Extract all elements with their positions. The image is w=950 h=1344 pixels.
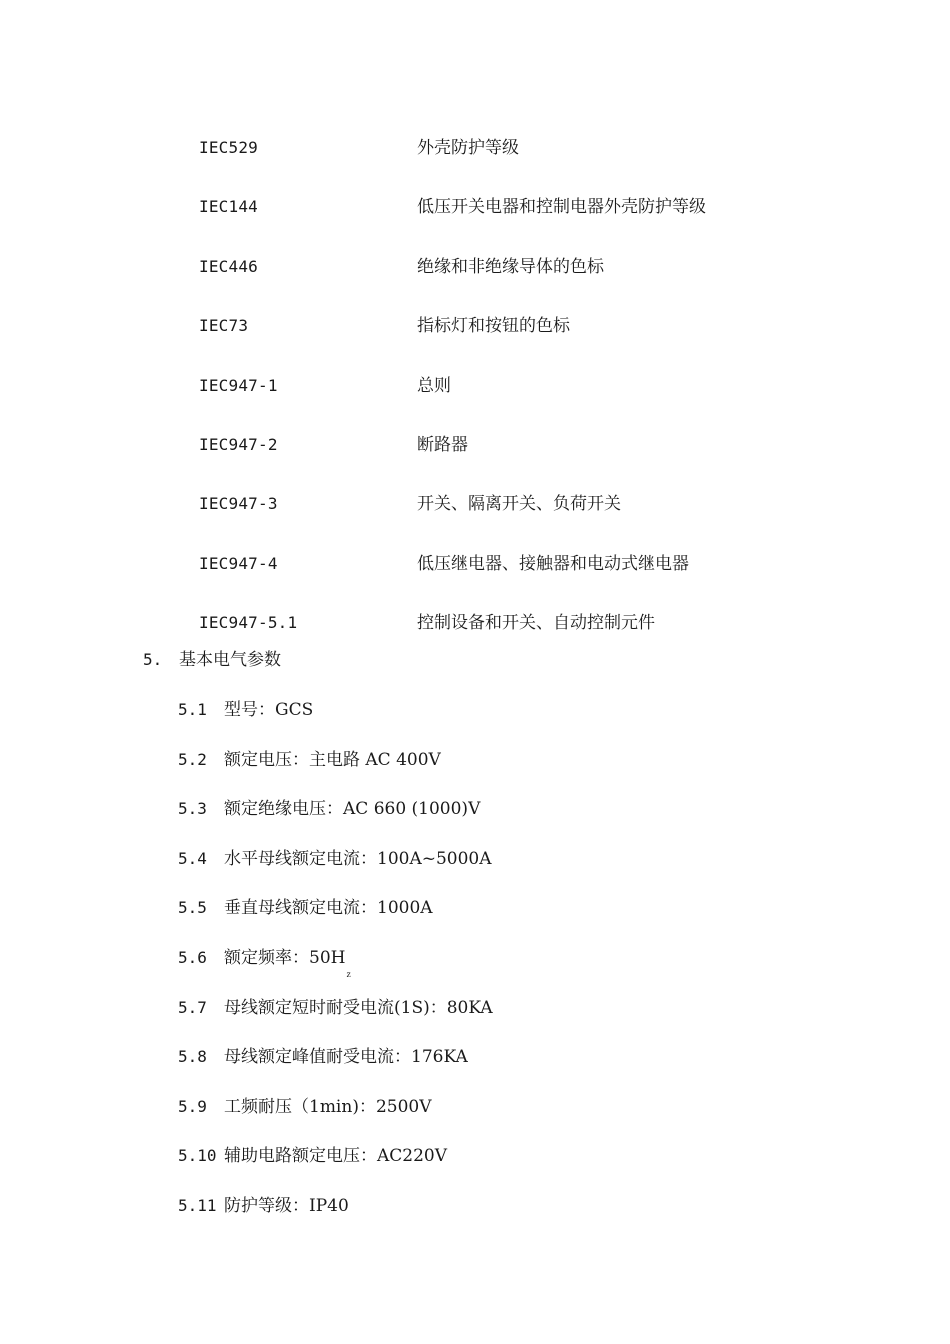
standard-description: 低压继电器、接触器和电动式继电器 — [417, 553, 689, 574]
standard-code: IEC446 — [199, 256, 258, 276]
parameter-row — [0, 1190, 950, 1240]
standard-row — [0, 366, 950, 425]
parameter-number: 5.10 — [178, 1146, 217, 1166]
parameter-text: 母线额定峰值耐受电流：176KA — [224, 1047, 468, 1068]
standard-description: 指标灯和按钮的色标 — [417, 316, 570, 337]
standard-code: IEC947-5.1 — [199, 613, 298, 633]
parameter-text: 辅助电路额定电压：AC220V — [224, 1146, 448, 1167]
standard-description: 总则 — [417, 375, 451, 396]
standard-code: IEC947-2 — [199, 434, 278, 454]
parameter-row — [0, 694, 950, 744]
parameter-row — [0, 793, 950, 843]
parameter-number: 5.6 — [178, 947, 207, 967]
parameter-row — [0, 744, 950, 794]
parameter-text-wrap — [224, 942, 351, 991]
parameter-text: 型号：GCS — [224, 700, 314, 720]
parameter-row — [0, 843, 950, 893]
parameter-row — [0, 942, 950, 992]
parameter-number: 5.2 — [178, 749, 207, 769]
parameter-subscript: z — [346, 969, 351, 979]
standard-row — [0, 306, 950, 365]
parameter-text: 母线额定短时耐受电流(1S)：80KA — [224, 997, 493, 1018]
parameter-row — [0, 1041, 950, 1091]
standard-description: 外壳防护等级 — [417, 138, 519, 158]
standard-code: IEC73 — [199, 316, 249, 336]
parameter-number: 5.4 — [178, 848, 207, 868]
parameter-row — [0, 992, 950, 1042]
standard-description: 控制设备和开关、自动控制元件 — [417, 613, 655, 634]
parameter-number: 5.7 — [178, 997, 207, 1017]
parameter-text: 水平母线额定电流：100A~5000A — [224, 848, 492, 869]
parameter-number: 5.1 — [178, 700, 207, 719]
parameter-row — [0, 892, 950, 942]
parameter-number: 5.3 — [178, 799, 207, 819]
section-title: 基本电气参数 — [179, 650, 281, 670]
standard-row — [0, 544, 950, 603]
standard-code: IEC144 — [199, 197, 258, 217]
standard-description: 绝缘和非绝缘导体的色标 — [417, 256, 604, 277]
standard-description: 低压开关电器和控制电器外壳防护等级 — [417, 197, 706, 218]
parameter-text: 工频耐压（1min)：2500V — [224, 1096, 432, 1117]
standard-row — [0, 484, 950, 543]
standards-list — [0, 128, 950, 663]
standard-description: 开关、隔离开关、负荷开关 — [417, 494, 621, 515]
section-number: 5. — [143, 650, 163, 669]
parameter-number: 5.5 — [178, 898, 207, 918]
standard-code: IEC947-4 — [199, 553, 278, 573]
standard-code: IEC947-1 — [199, 375, 278, 395]
section-heading — [143, 645, 281, 675]
parameter-row — [0, 1091, 950, 1141]
standard-code: IEC529 — [199, 138, 258, 157]
parameter-text: 额定绝缘电压：AC 660 (1000)V — [224, 799, 481, 820]
parameter-number: 5.11 — [178, 1195, 217, 1215]
standard-row — [0, 425, 950, 484]
parameter-number: 5.9 — [178, 1096, 207, 1116]
standard-code: IEC947-3 — [199, 494, 278, 514]
parameter-number: 5.8 — [178, 1047, 207, 1067]
parameter-text: 垂直母线额定电流：1000A — [224, 898, 433, 919]
standard-description: 断路器 — [417, 434, 468, 455]
parameter-text: 额定频率：50H — [224, 947, 346, 968]
standard-row — [0, 187, 950, 246]
standard-row — [0, 128, 950, 187]
parameter-row — [0, 1140, 950, 1190]
parameter-text: 额定电压：主电路 AC 400V — [224, 749, 441, 770]
standard-row — [0, 247, 950, 306]
parameter-text: 防护等级：IP40 — [224, 1195, 349, 1216]
parameter-list — [0, 694, 950, 1240]
